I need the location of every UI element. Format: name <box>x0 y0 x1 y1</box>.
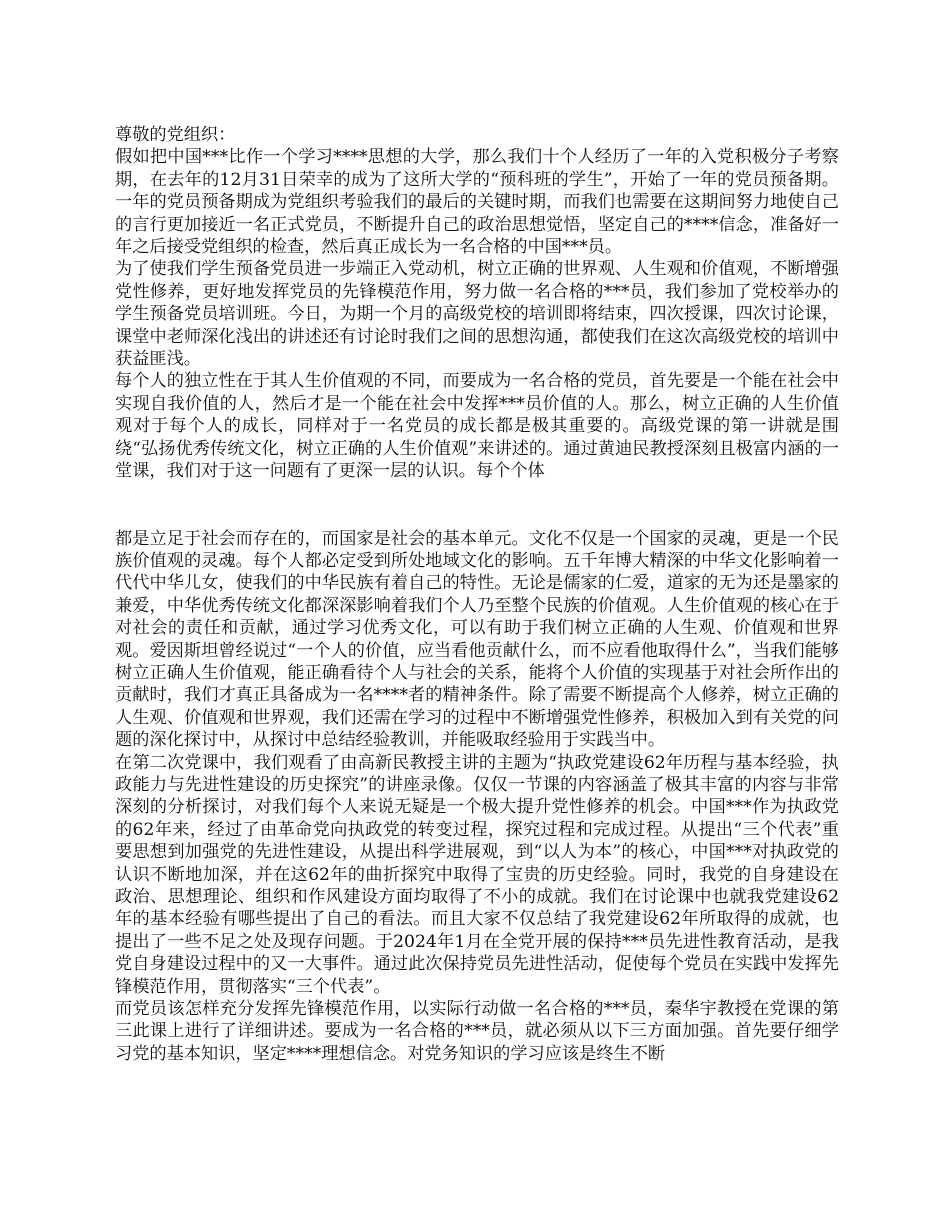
paragraph-2: 为了使我们学生预备党员进一步端正入党动机，树立正确的世界观、人生观和价值观，不断增强党性修养，更好地发挥党员的先锋模范作用，努力做一名合格的***员，我们参加了党校举办的学生预备党员培训班。今日，为期一个月的高级党校的培训即将结束，四次授课，四次讨论课，课堂中老师深化浅出的讲述还有讨论时我们之间的思想沟通，都使我们在这次高级党校的培训中获益匪浅。 <box>115 259 839 370</box>
paragraph-6: 而党员该怎样充分发挥先锋模范作用，以实际行动做一名合格的***员，秦华宇教授在党课的第三此课上进行了详细讲述。要成为一名合格的***员，就必须从以下三方面加强。首先要仔细学习党的基本知识，坚定****理想信念。对党务知识的学习应该是终生不断 <box>115 999 839 1064</box>
document-page <box>115 124 839 1065</box>
page-gap <box>115 483 839 528</box>
paragraph-4: 都是立足于社会而存在的，而国家是社会的基本单元。文化不仅是一个国家的灵魂，更是一个民族价值观的灵魂。每个人都必定受到所处地域文化的影响。五千年博大精深的中华文化影响着一代代中华儿女，使我们的中华民族有着自己的特性。无论是儒家的仁爱，道家的无为还是墨家的兼爱，中华优秀传统文化都深深影响着我们个人乃至整个民族的价值观。人生价值观的核心在于对社会的责任和贡献，通过学习优秀文化，可以有助于我们树立正确的人生观、价值观和世界观。爱因斯坦曾经说过“一个人的价值，应当看他贡献什么，而不应看他取得什么”，当我们能够树立正确人生价值观，能正确看待个人与社会的关系，能将个人价值的实现基于对社会所作出的贡献时，我们才真正具备成为一名****者的精神条件。除了需要不断提高个人修养，树立正确的人生观、价值观和世界观，我们还需在学习的过程中不断增强党性修养，积极加入到有关党的问题的深化探讨中，从探讨中总结经验教训，并能吸取经验用于实践当中。 <box>115 528 839 751</box>
paragraph-1: 假如把中国***比作一个学习****思想的大学，那么我们十个人经历了一年的入党积极分子考察期，在去年的12月31日荣幸的成为了这所大学的“预科班的学生”，开始了一年的党员预备期。一年的党员预备期成为党组织考验我们的最后的关键时期，而我们也需要在这期间努力地使自己的言行更加接近一名正式党员，不断提升自己的政治思想觉悟，坚定自己的****信念，准备好一年之后接受党组织的检查，然后真正成长为一名合格的中国***员。 <box>115 147 839 258</box>
salutation: 尊敬的党组织： <box>115 125 236 145</box>
paragraph-3: 每个人的独立性在于其人生价值观的不同，而要成为一名合格的党员，首先要是一个能在社会中实现自我价值的人，然后才是一个能在社会中发挥***员价值的人。那么，树立正确的人生价值观对于每个人的成长，同样对于一名党员的成长都是极其重要的。高级党课的第一讲就是围绕“弘扬优秀传统文化，树立正确的人生价值观”来讲述的。通过黄迪民教授深刻且极富内涵的一堂课，我们对于这一问题有了更深一层的认识。每个个体 <box>115 371 839 482</box>
paragraph-5: 在第二次党课中，我们观看了由高新民教授主讲的主题为“执政党建设62年历程与基本经验，执政能力与先进性建设的历史探究”的讲座录像。仅仅一节课的内容涵盖了极其丰富的内容与非常深刻的分析探讨，对我们每个人来说无疑是一个极大提升党性修养的机会。中国***作为执政党的62年来，经过了由革命党向执政党的转变过程，探究过程和完成过程。从提出“三个代表”重要思想到加强党的先进性建设，从提出科学进展观，到“以人为本”的核心，中国***对执政党的认识不断地加深，并在这62年的曲折探究中取得了宝贵的历史经验。同时，我党的自身建设在政治、思想理论、组织和作风建设方面均取得了不小的成就。我们在讨论课中也就我党建设62年的基本经验有哪些提出了自己的看法。而且大家不仅总结了我党建设62年所取得的成就，也提出了一些不足之处及现存问题。于2024年1月在全党开展的保持***员先进性教育活动，是我党自身建设过程中的又一大事件。通过此次保持党员先进性活动，促使每个党员在实践中发挥先锋模范作用，贯彻落实“三个代表”。 <box>115 752 839 997</box>
